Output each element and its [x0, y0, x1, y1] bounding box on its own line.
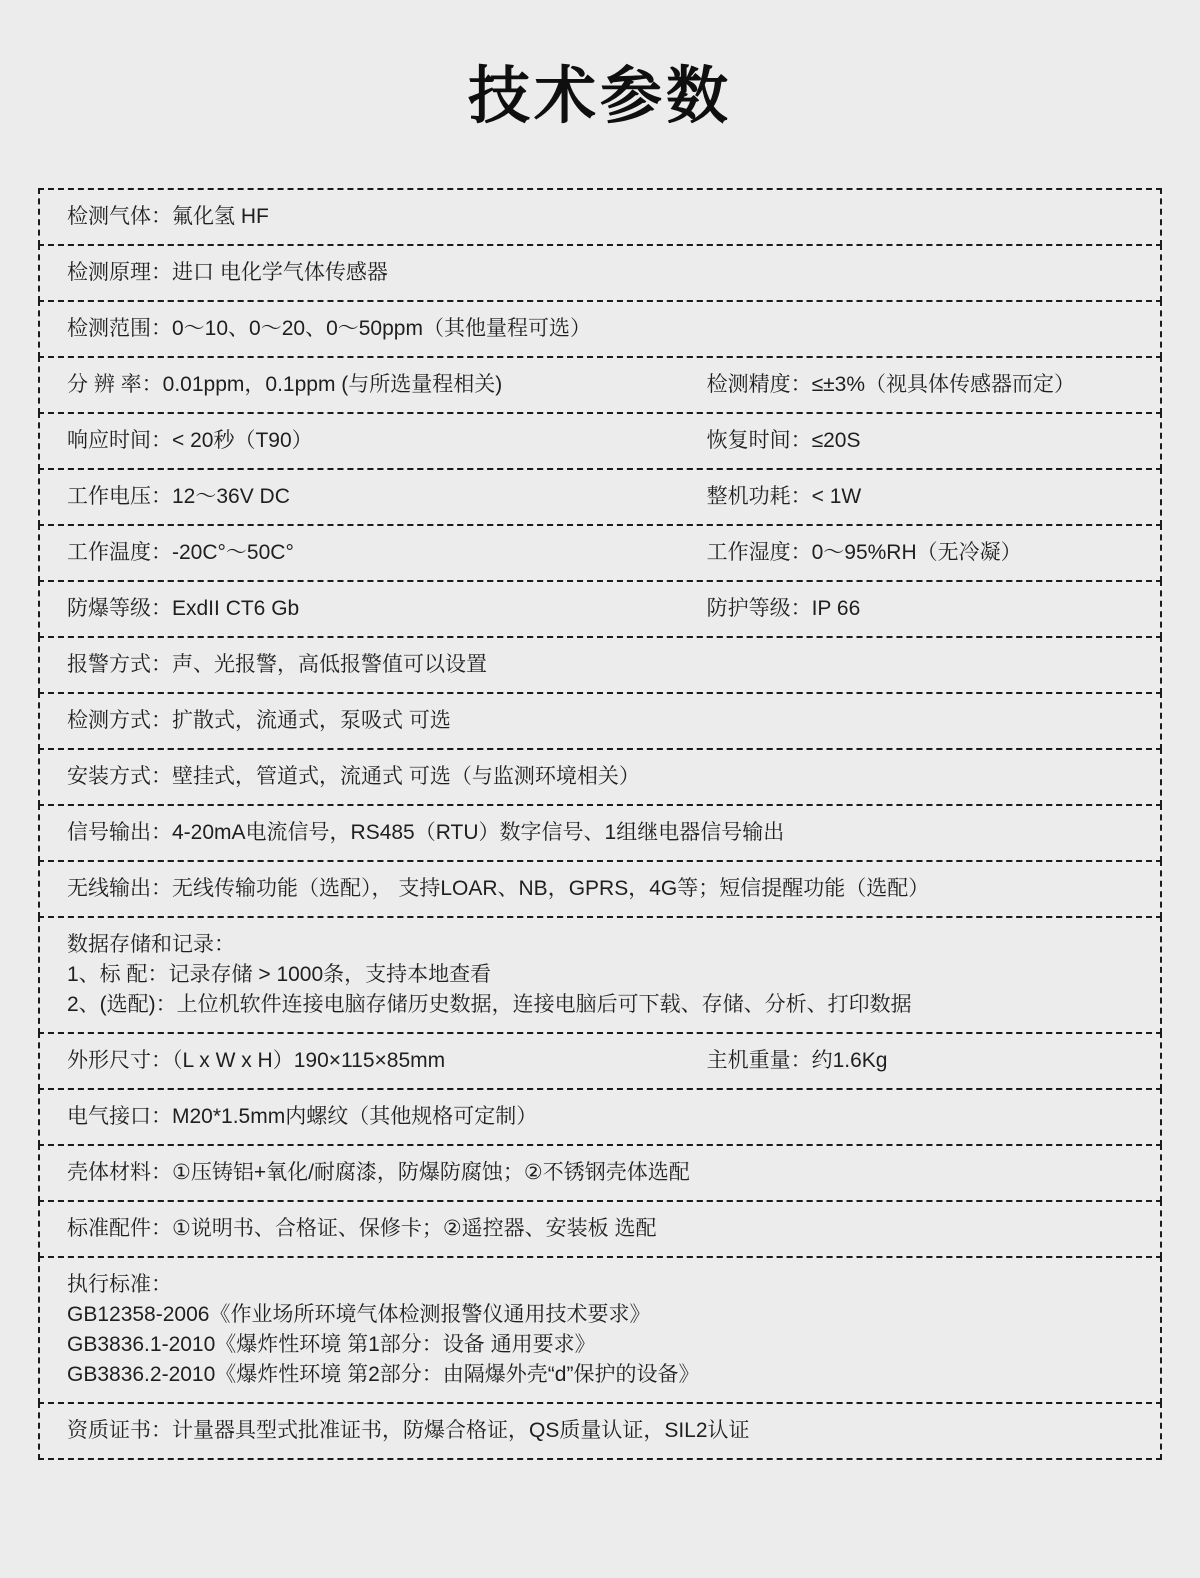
spec-label: 检测原理	[67, 261, 151, 284]
table-row-wireless-output	[38, 860, 1162, 918]
spec-cell	[67, 314, 1133, 344]
spec-value: -20C°～50C°	[172, 541, 294, 564]
colon-separator: ：	[151, 261, 172, 284]
spec-cell	[707, 370, 1133, 400]
colon-separator: ：	[790, 373, 812, 396]
spec-line: 数据存储和记录：	[67, 933, 235, 956]
spec-line: GB12358-2006《作业场所环境气体检测报警仪通用技术要求》	[67, 1303, 651, 1326]
spec-cell	[67, 258, 1133, 288]
spec-cell	[67, 1416, 1133, 1446]
spec-label: 整机功耗	[706, 485, 791, 508]
spec-value: 约1.6Kg	[811, 1049, 888, 1072]
spec-cell	[67, 1046, 707, 1076]
colon-separator: ：	[151, 1105, 172, 1128]
table-row-electrical-interface	[38, 1088, 1162, 1146]
spec-cell	[707, 594, 1133, 624]
table-row-standard-accessories	[38, 1200, 1162, 1258]
page-title: 技术参数	[467, 62, 732, 131]
table-row-dimensions-weight	[38, 1032, 1162, 1090]
spec-label: 壳体材料	[67, 1161, 151, 1184]
spec-label: 检测范围	[67, 317, 151, 340]
spec-line: GB3836.1-2010《爆炸性环境 第1部分：设备 通用要求》	[67, 1333, 596, 1356]
spec-line: 执行标准：	[67, 1273, 172, 1296]
colon-separator: ：	[790, 597, 812, 620]
colon-separator: ：	[151, 205, 172, 228]
spec-label: 报警方式	[67, 653, 151, 676]
table-row-detection-mode	[38, 692, 1162, 750]
table-row-standards	[38, 1256, 1162, 1404]
spec-value: ①说明书、合格证、保修卡；②遥控器、安装板 选配	[172, 1217, 657, 1240]
table-row-certificates	[38, 1402, 1162, 1460]
spec-value: < 20秒（T90）	[172, 429, 313, 452]
spec-value: （L x W x H）190×115×85mm	[172, 1049, 446, 1072]
spec-label: 响应时间	[67, 429, 151, 452]
table-row-principle	[38, 244, 1162, 302]
spec-cell	[67, 818, 1133, 848]
spec-label: 检测精度	[706, 373, 791, 396]
table-row-explosion-protection	[38, 580, 1162, 638]
colon-separator: ：	[790, 1049, 812, 1072]
spec-cell	[67, 762, 1133, 792]
colon-separator: ：	[151, 541, 172, 564]
spec-value: 声、光报警，高低报警值可以设置	[172, 653, 487, 676]
colon-separator: ：	[141, 373, 163, 396]
spec-value: 计量器具型式批准证书，防爆合格证，QS质量认证，SIL2认证	[172, 1419, 750, 1442]
table-row-signal-output	[38, 804, 1162, 862]
spec-table	[38, 188, 1162, 1460]
spec-cell	[67, 538, 707, 568]
spec-label: 分 辨 率	[67, 373, 142, 396]
spec-value: M20*1.5mm内螺纹（其他规格可定制）	[172, 1105, 538, 1128]
spec-label: 信号输出	[67, 821, 151, 844]
spec-cell	[707, 482, 1133, 512]
colon-separator: ：	[790, 541, 812, 564]
spec-label: 主机重量	[706, 1049, 791, 1072]
spec-line: GB3836.2-2010《爆炸性环境 第2部分：由隔爆外壳“d”保护的设备》	[67, 1363, 700, 1386]
table-row-housing-material	[38, 1144, 1162, 1202]
colon-separator: ：	[151, 485, 172, 508]
colon-separator: ：	[151, 1419, 172, 1442]
spec-cell	[707, 426, 1133, 456]
spec-value: ExdII CT6 Gb	[172, 597, 300, 620]
spec-cell	[67, 482, 707, 512]
spec-label: 恢复时间	[706, 429, 791, 452]
spec-label: 标准配件	[67, 1217, 151, 1240]
table-row-voltage-power	[38, 468, 1162, 526]
spec-cell	[67, 370, 707, 400]
spec-label: 资质证书	[67, 1419, 151, 1442]
spec-value: 0～10、0～20、0～50ppm（其他量程可选）	[172, 317, 591, 340]
colon-separator: ：	[151, 317, 172, 340]
spec-cell	[67, 1102, 1133, 1132]
spec-value: 12～36V DC	[172, 485, 290, 508]
table-row-installation	[38, 748, 1162, 806]
spec-label: 工作温度	[67, 541, 151, 564]
spec-cell	[67, 706, 1133, 736]
spec-line: 2、(选配)：上位机软件连接电脑存储历史数据，连接电脑后可下载、存储、分析、打印数据	[67, 993, 912, 1016]
spec-value: ≤±3%（视具体传感器而定）	[811, 373, 1075, 396]
spec-label: 防爆等级	[67, 597, 151, 620]
spec-cell	[67, 1158, 1133, 1188]
spec-cell	[67, 202, 1133, 232]
spec-label: 检测气体	[67, 205, 151, 228]
colon-separator: ：	[151, 765, 172, 788]
table-row-response-recovery	[38, 412, 1162, 470]
spec-value: 0～95%RH（无冷凝）	[811, 541, 1022, 564]
spec-cell	[67, 426, 707, 456]
colon-separator: ：	[151, 1161, 172, 1184]
spec-line: 1、标 配：记录存储 > 1000条，支持本地查看	[67, 963, 492, 986]
colon-separator: ：	[151, 1049, 172, 1072]
spec-label: 外形尺寸	[67, 1049, 151, 1072]
table-row-resolution-accuracy	[38, 356, 1162, 414]
spec-cell	[67, 1214, 1133, 1244]
colon-separator: ：	[151, 429, 172, 452]
spec-value: 壁挂式，管道式，流通式 可选（与监测环境相关）	[172, 765, 640, 788]
colon-separator: ：	[151, 709, 172, 732]
spec-cell	[67, 650, 1133, 680]
spec-label: 检测方式	[67, 709, 151, 732]
spec-label: 工作湿度	[706, 541, 791, 564]
spec-label: 防护等级	[706, 597, 791, 620]
spec-label: 无线输出	[67, 877, 151, 900]
colon-separator: ：	[790, 485, 812, 508]
spec-label: 电气接口	[67, 1105, 151, 1128]
spec-cell	[707, 538, 1133, 568]
spec-label: 工作电压	[67, 485, 151, 508]
spec-cell	[67, 874, 1133, 904]
spec-value: 4-20mA电流信号，RS485（RTU）数字信号、1组继电器信号输出	[172, 821, 785, 844]
spec-cell	[67, 594, 707, 624]
colon-separator: ：	[151, 597, 172, 620]
colon-separator: ：	[151, 821, 172, 844]
table-row-detected-gas	[38, 188, 1162, 246]
colon-separator: ：	[151, 877, 172, 900]
spec-value: ①压铸铝+氧化/耐腐漆，防爆防腐蚀；②不锈钢壳体选配	[172, 1161, 690, 1184]
spec-value: < 1W	[811, 485, 862, 508]
spec-value: 无线传输功能（选配）， 支持LOAR、NB，GPRS，4G等；短信提醒功能（选配）	[172, 877, 930, 900]
spec-value: 氟化氢 HF	[172, 205, 269, 228]
table-row-range	[38, 300, 1162, 358]
spec-cell	[707, 1046, 1133, 1076]
table-row-alarm	[38, 636, 1162, 694]
spec-value: ≤20S	[811, 429, 861, 452]
colon-separator: ：	[151, 653, 172, 676]
spec-value: 扩散式，流通式，泵吸式 可选	[172, 709, 451, 732]
spec-value: 进口 电化学气体传感器	[172, 261, 388, 284]
spec-value: 0.01ppm，0.1ppm (与所选量程相关)	[162, 373, 503, 396]
colon-separator: ：	[790, 429, 812, 452]
spec-label: 安装方式	[67, 765, 151, 788]
table-row-temperature-humidity	[38, 524, 1162, 582]
table-row-data-storage	[38, 916, 1162, 1034]
spec-value: IP 66	[811, 597, 861, 620]
colon-separator: ：	[151, 1217, 172, 1240]
